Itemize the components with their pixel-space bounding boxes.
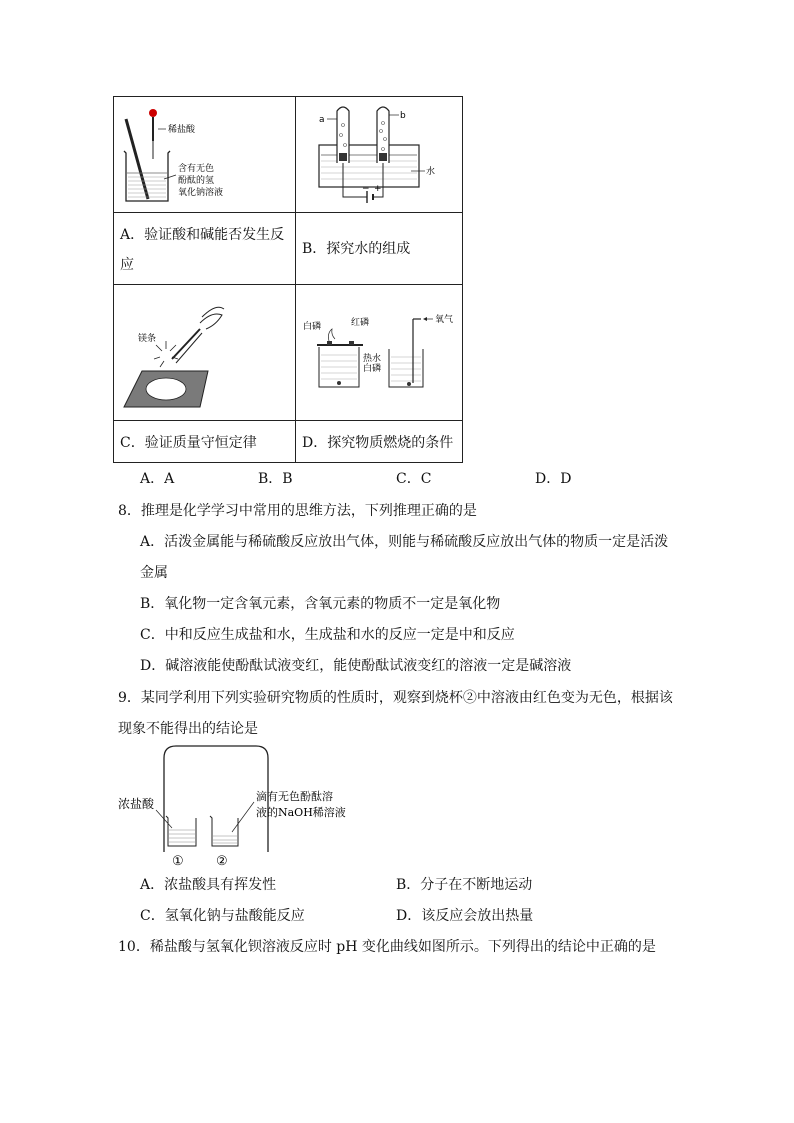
table-divider	[114, 212, 462, 213]
table-divider	[295, 97, 296, 462]
label-a: a	[319, 115, 325, 125]
cell-b: B．探究水的组成	[302, 241, 411, 257]
label-right-line2: 液的NaOH稀溶液	[256, 806, 346, 819]
label-hot-water: 热水	[363, 354, 382, 364]
label-oxygen: 氧气	[435, 315, 454, 325]
q8-option-d: D．碱溶液能使酚酞试液变红，能使酚酞试液变红的溶液一定是碱溶液	[140, 658, 572, 674]
table-divider	[114, 284, 462, 285]
q9-option-c: C．氢氧化钠与盐酸能反应	[140, 908, 305, 924]
label-solution-3: 氧化钠溶液	[178, 188, 224, 198]
q7-option-d: D．D	[535, 471, 572, 487]
label-conc-hcl: 浓盐酸	[118, 797, 155, 811]
label-plus: +	[374, 184, 382, 194]
q9-option-d: D．该反应会放出热量	[396, 908, 534, 924]
label-white-phosphorus-2: 白磷	[363, 364, 382, 374]
cell-a-line2: 应	[120, 257, 134, 273]
label-mg: 镁条	[138, 334, 157, 344]
label-right-line1: 滴有无色酚酞溶	[256, 790, 333, 803]
q9-stem-line1: 9．某同学利用下列实验研究物质的性质时，观察到烧杯②中溶液由红色变为无色，根据该	[118, 690, 673, 706]
q7-table	[113, 96, 463, 463]
label-b: b	[400, 111, 406, 121]
q7-option-c: C．C	[396, 471, 432, 487]
figure-c-magnesium	[116, 289, 294, 417]
label-red-phosphorus: 红磷	[351, 318, 370, 328]
q8-option-c: C．中和反应生成盐和水，生成盐和水的反应一定是中和反应	[140, 627, 515, 643]
cell-a-line1: A．验证酸和碱能否发生反	[120, 227, 285, 243]
q8-option-a-line2: 金属	[140, 565, 168, 581]
figure-a-neutralization	[116, 101, 294, 209]
label-water: 水	[426, 167, 436, 177]
table-divider	[114, 420, 462, 421]
q8-stem: 8．推理是化学学习中常用的思维方法，下列推理正确的是	[118, 503, 477, 519]
q7-option-b: B．B	[258, 471, 293, 487]
figure-d-combustion	[299, 289, 459, 417]
q8-option-a-line1: A．活泼金属能与稀硫酸反应放出气体，则能与稀硫酸反应放出气体的物质一定是活泼	[140, 534, 669, 550]
label-solution-1: 含有无色	[178, 164, 215, 174]
q9-option-b: B．分子在不断地运动	[396, 877, 533, 893]
label-minus: −	[362, 184, 370, 194]
q9-figure	[116, 744, 366, 868]
q9-option-a: A．浓盐酸具有挥发性	[140, 877, 277, 893]
cell-d: D．探究物质燃烧的条件	[302, 435, 454, 451]
cell-c: C．验证质量守恒定律	[120, 435, 257, 451]
q8-option-b: B．氧化物一定含氧元素，含氧元素的物质不一定是氧化物	[140, 596, 501, 612]
label-beaker-2: ②	[216, 854, 228, 868]
q10-stem: 10．稀盐酸与氢氧化钡溶液反应时 pH 变化曲线如图所示。下列得出的结论中正确的是	[118, 939, 656, 955]
figure-b-electrolysis	[299, 101, 459, 209]
label-acid: 稀盐酸	[168, 125, 196, 135]
label-white-phosphorus: 白磷	[303, 322, 322, 332]
q9-stem-line2: 现象不能得出的结论是	[118, 721, 258, 737]
label-solution-2: 酚酞的氢	[178, 176, 215, 186]
label-beaker-1: ①	[172, 854, 184, 868]
q7-option-a: A．A	[140, 471, 175, 487]
